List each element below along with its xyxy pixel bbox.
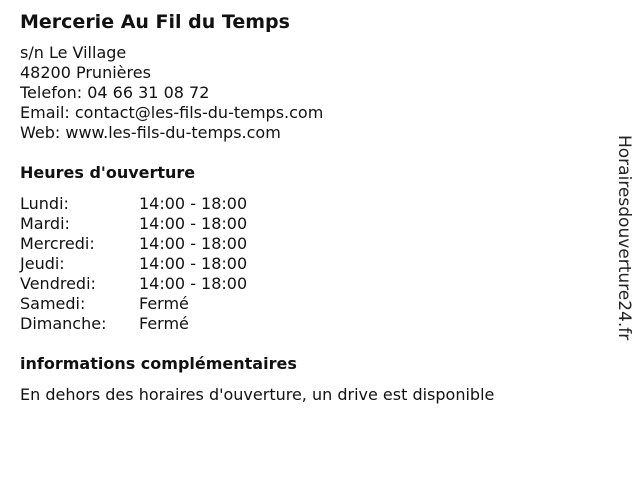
day-label: Vendredi: [20,274,96,293]
day-label: Jeudi: [20,254,65,273]
day-time: 14:00 - 18:00 [139,274,248,293]
day-time: Fermé [139,294,189,313]
email-line[interactable]: Email: contact@les-fils-du-temps.com [20,103,324,122]
hours-row-wednesday [20,234,600,254]
hours-table [20,194,600,334]
hours-row-monday [20,194,600,214]
info-text: En dehors des horaires d'ouverture, un drive est disponible [20,385,495,404]
day-label: Dimanche: [20,314,107,333]
day-time: Fermé [139,314,189,333]
day-time: 14:00 - 18:00 [139,234,248,253]
day-time: 14:00 - 18:00 [139,214,248,233]
day-label: Lundi: [20,194,69,213]
hours-row-sunday [20,314,600,334]
hours-row-saturday [20,294,600,314]
business-name: Mercerie Au Fil du Temps [20,11,290,33]
hours-row-friday [20,274,600,294]
hours-row-thursday [20,254,600,274]
site-watermark: Horairesdouverture24.fr [614,135,634,341]
day-label: Mercredi: [20,234,95,253]
day-label: Samedi: [20,294,86,313]
contact-block [20,43,600,143]
web-line[interactable]: Web: www.les-fils-du-temps.com [20,123,281,142]
address-city: 48200 Prunières [20,63,151,82]
address-street: s/n Le Village [20,43,127,62]
hours-row-tuesday [20,214,600,234]
info-heading: informations complémentaires [20,354,297,373]
day-label: Mardi: [20,214,70,233]
business-card [20,10,600,405]
hours-heading: Heures d'ouverture [20,163,196,182]
phone-line[interactable]: Telefon: 04 66 31 08 72 [20,83,210,102]
day-time: 14:00 - 18:00 [139,194,248,213]
day-time: 14:00 - 18:00 [139,254,248,273]
